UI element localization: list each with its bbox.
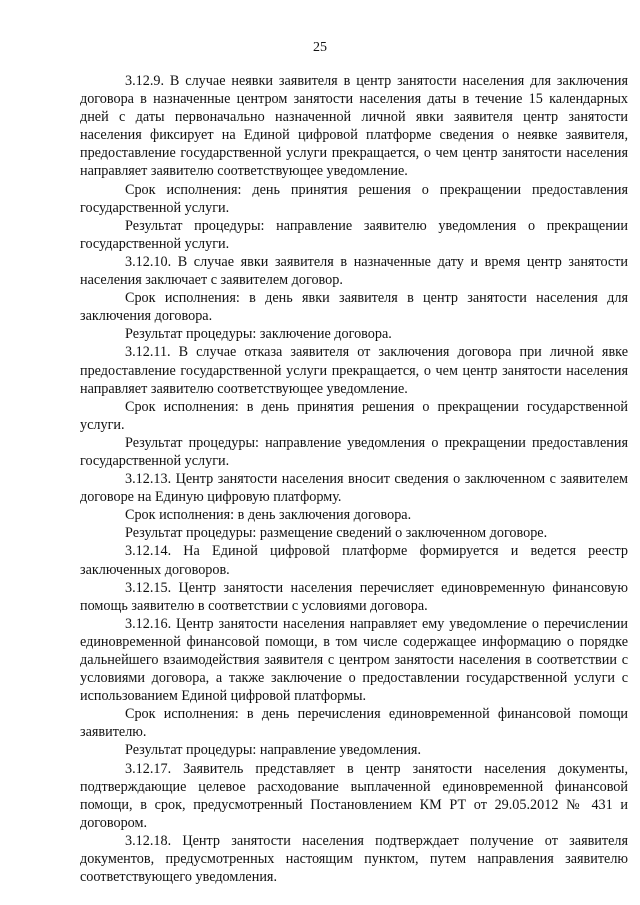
paragraph-deadline: Срок исполнения: в день перечисления единовременной финансовой помощи заявителю. [80,706,628,741]
paragraph-deadline: Срок исполнения: в день заключения договора. [125,507,412,524]
paragraph-3-12-10: 3.12.10. В случае явки заявителя в назначенные дату и время центр занятости населения заключает с заявителем договор. [80,253,628,289]
page-number: 25 [313,40,327,55]
paragraph-result: Результат процедуры: заключение договора. [125,326,392,343]
paragraph-result: Результат процедуры: направление заявителю уведомления о прекращении государственной услуги. [80,217,628,252]
paragraph-3-12-13: 3.12.13. Центр занятости населения вносит сведения о заключенном с заявителем договоре на Единую цифровую платформу. [80,471,628,506]
paragraph-deadline: Срок исполнения: день принятия решения о прекращении предоставления государственной услуги. [80,181,628,216]
paragraph-3-12-16: 3.12.16. Центр занятости населения направляет ему уведомление о перечислении единовременной финансовой помощи, в том числе содержащее информацию о порядке дальнейшего взаимодействия заявителя с центром занятости населения в соответствии с условиями договора, а также заключение о предоставлении государственной услуги с использованием Единой цифровой платформы. [80,615,628,705]
paragraph-3-12-9: 3.12.9. В случае неявки заявителя в центр занятости населения для заключения договора в назначенные центром занятости населения даты в течение 15 календарных дней с даты первоначально назначенной личной явки заявителя центр занятости населения фиксирует на Единой цифровой платформе сведения о неявке заявителя, предоставление государственной услуги прекращается, о чем центр занятости населения направляет заявителю соответствующее уведомление. [80,73,628,180]
paragraph-3-12-17: 3.12.17. Заявитель представляет в центр занятости населения документы, подтверждающие целевое расходование выплаченной единовременной финансовой помощи, в срок, предусмотренный Постановлением КМ РТ от 29.05.2012 № 431 и договором. [80,760,628,831]
paragraph-3-12-14: 3.12.14. На Единой цифровой платформе формируется и ведется реестр заключенных договоров. [80,543,628,578]
paragraph-deadline: Срок исполнения: в день принятия решения о прекращении государственной услуги. [80,398,628,433]
paragraph-3-12-15: 3.12.15. Центр занятости населения перечисляет единовременную финансовую помощь заявителю в соответствии с условиями договора. [80,579,628,614]
paragraph-result: Результат процедуры: направление уведомления о прекращении предоставления государственной услуги. [80,434,628,469]
paragraph-deadline: Срок исполнения: в день явки заявителя в центр занятости населения для заключения договора. [80,290,628,325]
paragraph-3-12-18: 3.12.18. Центр занятости населения подтверждает получение от заявителя документов, предусмотренных настоящим пунктом, путем направления заявителю соответствующего уведомления. [80,832,628,886]
paragraph-3-12-11: 3.12.11. В случае отказа заявителя от заключения договора при личной явке предоставление государственной услуги прекращается, о чем центр занятости населения направляет заявителю соответствующее уведомление. [80,344,628,397]
document-body [80,72,628,886]
paragraph-result: Результат процедуры: размещение сведений о заключенном договоре. [125,525,548,542]
paragraph-result: Результат процедуры: направление уведомления. [125,742,421,759]
